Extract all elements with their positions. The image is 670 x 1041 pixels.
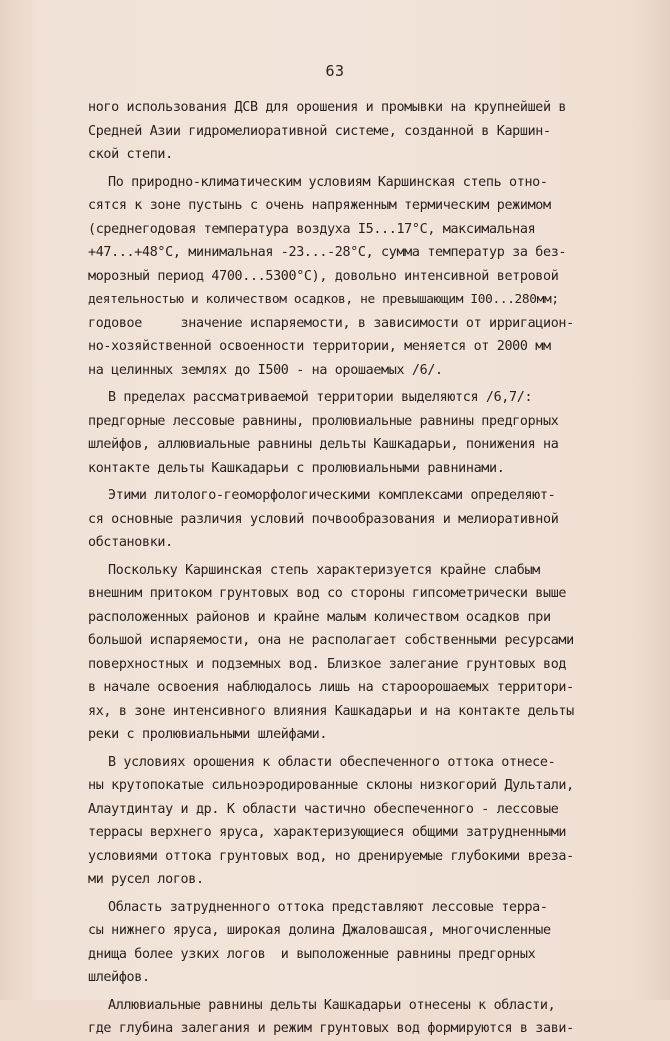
- text-line: предгорные лессовые равнины, пролювиальные равнины предгорных: [88, 413, 559, 429]
- text-line: шлейфов, аллювиальные равнины дельты Кашкадарьи, понижения на: [88, 437, 559, 452]
- paragraph-start-line: Поскольку Каршинская степь характеризуется крайне слабым: [108, 562, 540, 578]
- text-line: условиями оттока грунтовых вод, но дренируемые глубокими вреза-: [88, 848, 574, 864]
- document-body: [88, 96, 588, 1041]
- text-line: шлейфов.: [88, 970, 150, 985]
- text-line: +47...+48°С, минимальная -23...-28°С, сумма температур за без-: [88, 245, 567, 260]
- text-line: террасы верхнего яруса, характеризующиеся общими затрудненными: [88, 825, 567, 840]
- text-line: реки с пролювиальными шлейфами.: [88, 727, 328, 742]
- text-line: ми русел логов.: [88, 872, 204, 887]
- text-line: большой испаряемости, она не располагает собственными ресурсами: [88, 633, 574, 648]
- text-line: сы нижнего яруса, широкая долина Джаловашсая, многочисленные: [88, 923, 551, 938]
- text-line: в начале освоения наблюдалось лишь на староорошаемых территори-: [88, 680, 574, 695]
- text-line: (среднегодовая температура воздуха I5...17°С, максимальная: [88, 221, 536, 237]
- text-line: ской степи.: [88, 147, 173, 162]
- text-line: ях, в зоне интенсивного влияния Кашкадарьи и на контакте дельты: [88, 703, 574, 719]
- text-line: Алаутдинтау и др. К области частично обеспеченного - лессовые: [88, 801, 559, 817]
- text-line: ны крутопокатые сильноэродированные склоны низкогорий Дультали,: [88, 778, 574, 793]
- text-line: днища более узких логов и выположенные равнины предгорных: [88, 946, 536, 962]
- text-line: ного использования ДСВ для орошения и промывки на крупнейшей в: [88, 100, 567, 115]
- paragraph-start-line: Этими литолого-геоморфологическими комплексами определяют-: [108, 488, 556, 503]
- text-line: годовое значение испаряемости, в зависимости от ирригацион-: [88, 315, 574, 331]
- text-line: контакте дельты Кашкадарьи с пролювиальными равнинами.: [88, 460, 505, 476]
- text-line: внешним притоком грунтовых вод со стороны гипсометрически выше: [88, 586, 567, 601]
- text-line: морозный период 4700...5300°С), довольно интенсивной ветровой: [88, 268, 559, 284]
- paragraph-start-line: В условиях орошения к области обеспеченного оттока отнесе-: [108, 754, 556, 770]
- text-line: ся основные различия условий почвообразования и мелиоративной: [88, 511, 559, 527]
- paragraph-start-line: В пределах рассматриваемой территории выделяются /6,7/:: [108, 390, 533, 405]
- text-line: но-хозяйственной освоенности территории, меняется от 2000 мм: [88, 339, 551, 354]
- text-line: поверхностных и подземных вод. Близкое залегание грунтовых вод: [88, 656, 567, 672]
- text-line: где глубина залегания и режим грунтовых вод формируются в зави-: [88, 1021, 574, 1036]
- paragraph-start-line: Область затрудненного оттока представляют лессовые терра-: [108, 899, 548, 915]
- paragraph-start-line: По природно-климатическим условиям Каршинская степь отно-: [108, 174, 548, 190]
- text-line: на целинных землях до I500 - на орошаемых /6/.: [88, 362, 443, 378]
- text-line: обстановки.: [88, 535, 173, 550]
- text-line: деятельностью и количеством осадков, не превышающим I00...280мм;: [88, 292, 559, 307]
- text-line: Средней Азии гидромелиоративной системе, созданной в Каршин-: [88, 123, 551, 139]
- paragraph-start-line: Аллювиальные равнины дельты Кашкадарьи отнесены к области,: [108, 997, 556, 1013]
- text-line: сятся к зоне пустынь с очень напряженным термическим режимом: [88, 198, 551, 213]
- page-number: 63: [325, 62, 345, 80]
- text-line: расположенных районов и крайне малым количеством осадков при: [88, 609, 551, 625]
